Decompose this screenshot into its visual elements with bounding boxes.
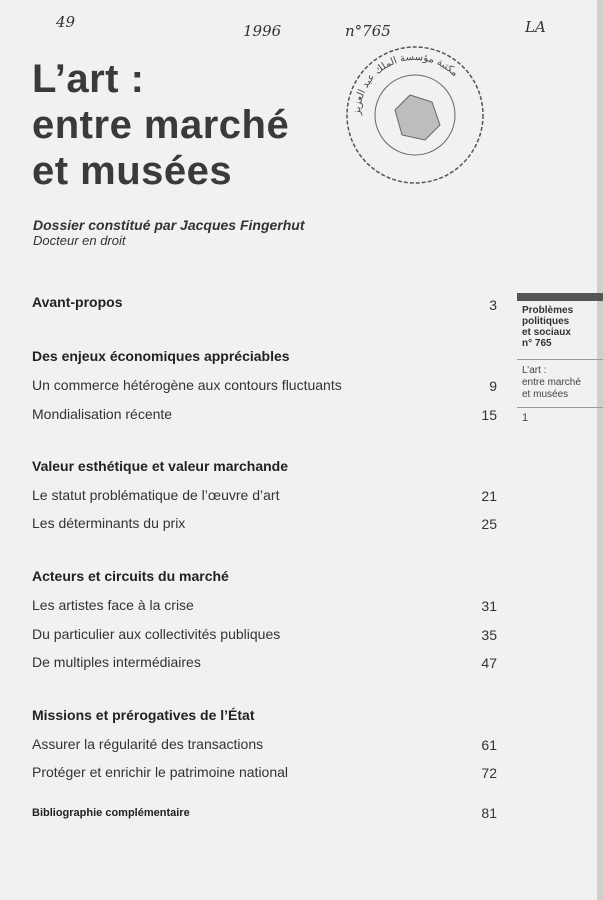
toc-section: Missions et prérogatives de l’État: [32, 707, 255, 723]
handwritten-code: LA: [525, 18, 546, 36]
library-stamp: [340, 40, 490, 190]
toc-page-number: 9: [489, 378, 497, 394]
sidebar-divider: [517, 407, 603, 408]
series-line: et sociaux: [522, 327, 571, 338]
toc-entry: Le statut problématique de l’œuvre d’art: [32, 487, 280, 503]
sidebar-title-line: L’art :: [522, 365, 547, 376]
toc-page-number: 81: [481, 805, 497, 821]
toc-section: Des enjeux économiques appréciables: [32, 348, 290, 364]
page-title: [32, 56, 289, 194]
toc-entry: Les déterminants du prix: [32, 515, 186, 531]
toc-entry: De multiples intermédiaires: [32, 654, 201, 670]
toc-section: Valeur esthétique et valeur marchande: [32, 458, 288, 474]
toc-page-number: 3: [489, 297, 497, 313]
toc-section: Avant-propos: [32, 294, 123, 310]
toc-page-number: 31: [481, 598, 497, 614]
title-line: L’art :: [32, 57, 145, 101]
toc-page-number: 35: [481, 627, 497, 643]
toc-page-number: 61: [481, 737, 497, 753]
author-line: Dossier constitué par Jacques Fingerhut: [33, 217, 305, 233]
series-name: [522, 305, 602, 349]
sidebar-title: [522, 365, 602, 401]
title-line: entre marché: [32, 103, 290, 147]
toc-page-number: 21: [481, 488, 497, 504]
toc-section: Acteurs et circuits du marché: [32, 568, 229, 584]
sidebar-divider: [517, 359, 603, 360]
toc-section: Bibliographie complémentaire: [32, 807, 190, 819]
toc-page-number: 72: [481, 765, 497, 781]
title-line: et musées: [32, 149, 233, 193]
handwritten-annotation: 49: [56, 13, 76, 31]
page-edge: [597, 0, 603, 900]
sidebar-title-line: et musées: [522, 389, 569, 400]
handwritten-year: 1996: [243, 22, 282, 40]
toc-entry: Un commerce hétérogène aux contours fluctuants: [32, 377, 342, 393]
sidebar-title-line: entre marché: [522, 377, 581, 388]
sidebar-page-number: 1: [522, 412, 529, 424]
toc-page-number: 15: [481, 407, 497, 423]
sidebar-bar: [517, 293, 603, 301]
series-line: Problèmes: [522, 305, 574, 316]
handwritten-number: n°765: [345, 22, 391, 40]
toc-page-number: 47: [481, 655, 497, 671]
author-role: Docteur en droit: [33, 233, 126, 248]
toc-page-number: 25: [481, 516, 497, 532]
toc-entry: Les artistes face à la crise: [32, 597, 194, 613]
toc-entry: Du particulier aux collectivités publiques: [32, 626, 281, 642]
toc-entry: Mondialisation récente: [32, 406, 173, 422]
series-line: politiques: [522, 316, 570, 327]
stamp-text: مكتبة مؤسسة الملك عبد العزيز: [351, 51, 461, 116]
toc-entry: Protéger et enrichir le patrimoine national: [32, 764, 289, 780]
toc-entry: Assurer la régularité des transactions: [32, 736, 264, 752]
series-line: n° 765: [522, 338, 552, 349]
